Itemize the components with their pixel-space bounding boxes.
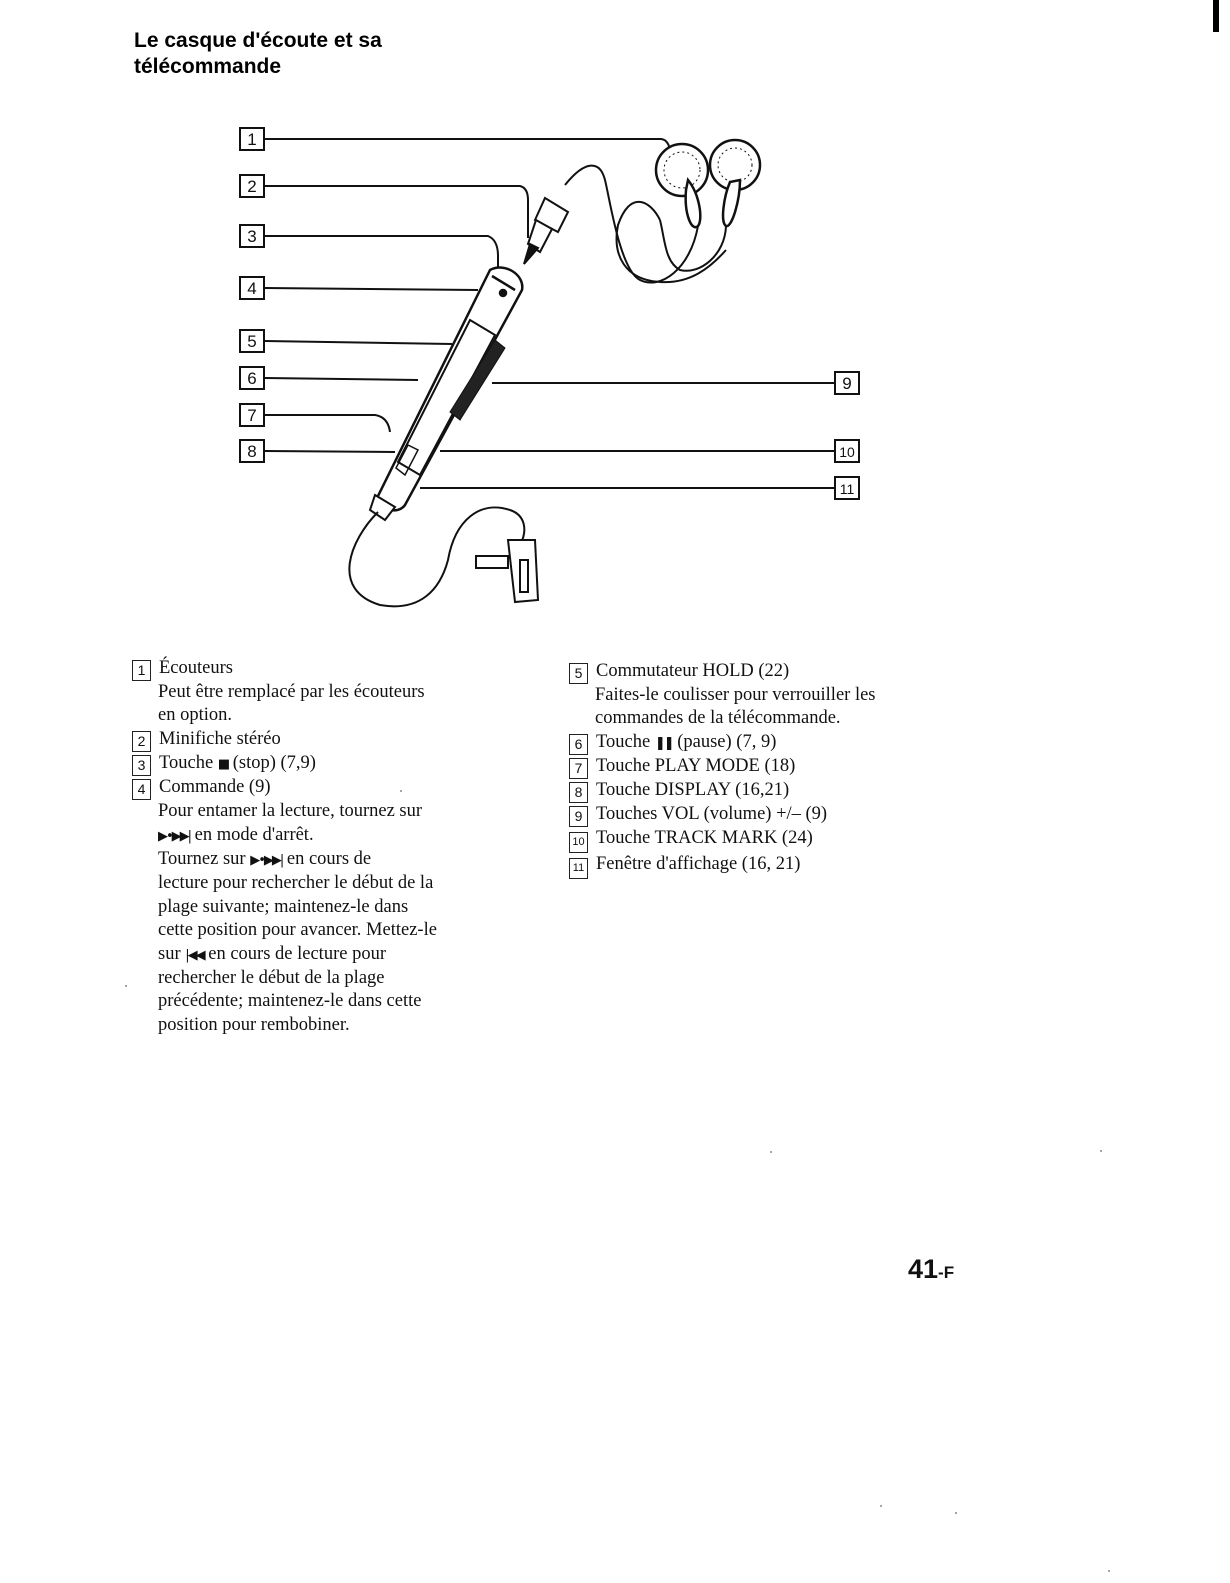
item-desc-line: Faites-le coulisser pour verrouiller les [595, 685, 876, 705]
item-title: Touches VOL (volume) +/– (9) [596, 804, 828, 825]
list-item-8 [569, 779, 989, 803]
leader-line-2 [265, 186, 528, 238]
leader-line-1 [265, 139, 670, 150]
heading-line-2: télécommande [134, 55, 282, 78]
list-item-11 [569, 853, 989, 879]
scan-speck [880, 1505, 882, 1507]
leader-line-7 [265, 415, 390, 432]
item-title: Touche TRACK MARK (24) [596, 828, 813, 849]
item-title: Fenêtre d'affichage (16, 21) [596, 854, 801, 875]
diagram-label-11 [835, 477, 859, 499]
diagram-label-5 [240, 330, 264, 352]
item-desc-line: position pour rembobiner. [158, 1014, 350, 1035]
parts-list-right [569, 660, 989, 879]
item-number: 1 [132, 660, 151, 681]
stereo-mini-plug [524, 198, 568, 264]
item-title-suffix: (pause) (7, 9) [677, 731, 777, 752]
list-item-4 [132, 776, 522, 1037]
diagram-label-6 [240, 367, 264, 389]
previous-icon: |◀◀ [185, 947, 204, 963]
diagram-label-3 [240, 225, 264, 247]
earbuds [656, 140, 760, 227]
item-desc-line: rechercher le début de la plage [158, 968, 385, 989]
item-desc-line: cette position pour avancer. Mettez-le [158, 920, 437, 941]
diagram-label-10 [835, 440, 859, 462]
item-desc-line: lecture pour rechercher le début de la [158, 873, 434, 894]
page-number [908, 1254, 954, 1285]
item-title: Commande (9) [159, 777, 271, 798]
item-number: 11 [569, 858, 588, 879]
remote-control-body [370, 268, 522, 520]
stop-icon: ■ [217, 756, 229, 772]
scan-speck [400, 790, 402, 792]
item-title-suffix: (stop) (7,9) [232, 752, 316, 773]
list-item-1 [132, 657, 522, 728]
item-desc-line: Peut être remplacé par les écouteurs [158, 682, 425, 702]
svg-text:4: 4 [247, 279, 257, 298]
diagram-label-2 [240, 175, 264, 197]
play-next-icon: ▶•▶▶| [250, 853, 283, 869]
item-desc-line: plage suivante; maintenez-le dans [158, 896, 409, 917]
item-desc-line: commandes de la télécommande. [595, 708, 841, 729]
svg-text:1: 1 [247, 130, 257, 149]
item-desc-line: Tournez sur ▶•▶▶| en cours de [158, 849, 372, 870]
item-title: Touche PLAY MODE (18) [596, 756, 796, 777]
item-number: 6 [569, 734, 588, 755]
diagram-label-4 [240, 277, 264, 299]
item-number: 2 [132, 731, 151, 752]
svg-text:6: 6 [247, 369, 257, 388]
item-desc-line: sur |◀◀ en cours de lecture pour [158, 943, 386, 964]
page-number-suffix: -F [938, 1263, 955, 1282]
diagram-label-7 [240, 404, 264, 426]
item-number: 3 [132, 755, 151, 776]
list-item-10 [569, 827, 989, 853]
item-desc-line: précédente; maintenez-le dans cette [158, 991, 422, 1012]
list-item-2 [132, 728, 522, 752]
svg-text:3: 3 [247, 227, 257, 246]
item-title: Commutateur HOLD (22) [596, 661, 790, 681]
item-number: 5 [569, 663, 588, 684]
svg-text:10: 10 [839, 444, 855, 460]
heading-line-1: Le casque d'écoute et sa [134, 29, 382, 52]
remote-plug [476, 540, 538, 602]
pause-icon: ❚❚ [654, 735, 673, 751]
list-item-3 [132, 752, 522, 776]
item-title: Touche [596, 731, 651, 752]
leader-line-5 [265, 341, 452, 344]
list-item-9 [569, 803, 989, 827]
item-desc-line: Pour entamer la lecture, tournez sur [158, 801, 423, 822]
scan-speck [125, 985, 127, 987]
item-number: 8 [569, 782, 588, 803]
leader-line-4 [265, 288, 478, 290]
svg-text:5: 5 [247, 332, 257, 351]
item-title: Touche DISPLAY (16,21) [596, 780, 790, 801]
item-title: Touche [159, 752, 214, 773]
play-next-icon: ▶•▶▶| [158, 828, 191, 844]
item-desc-line: ▶•▶▶| en mode d'arrêt. [158, 824, 314, 845]
svg-text:7: 7 [247, 406, 257, 425]
diagram-label-9 [835, 372, 859, 394]
headphones-remote-diagram [0, 0, 1230, 640]
leader-line-6 [265, 378, 418, 380]
item-desc-line: en option. [158, 705, 232, 726]
item-title: Minifiche stéréo [159, 728, 281, 749]
page-number-main: 41 [908, 1254, 939, 1284]
svg-text:11: 11 [839, 481, 855, 497]
item-number: 4 [132, 779, 151, 800]
item-number: 9 [569, 806, 588, 827]
svg-text:8: 8 [247, 442, 257, 461]
list-item-5 [569, 660, 989, 731]
leader-line-8 [265, 451, 395, 452]
item-number: 10 [569, 832, 588, 853]
list-item-7 [569, 755, 989, 779]
scan-speck [955, 1512, 957, 1514]
svg-text:2: 2 [247, 177, 257, 196]
leader-line-3 [265, 236, 498, 268]
scan-speck [1108, 1570, 1110, 1572]
diagram-label-1 [240, 128, 264, 150]
svg-text:9: 9 [842, 374, 852, 393]
scan-speck [770, 1151, 772, 1153]
item-title: Écouteurs [159, 658, 233, 678]
list-item-6 [569, 731, 989, 755]
diagram-label-8 [240, 440, 264, 462]
item-number: 7 [569, 758, 588, 779]
parts-list-left [132, 657, 522, 1037]
scan-speck [1100, 1150, 1102, 1152]
